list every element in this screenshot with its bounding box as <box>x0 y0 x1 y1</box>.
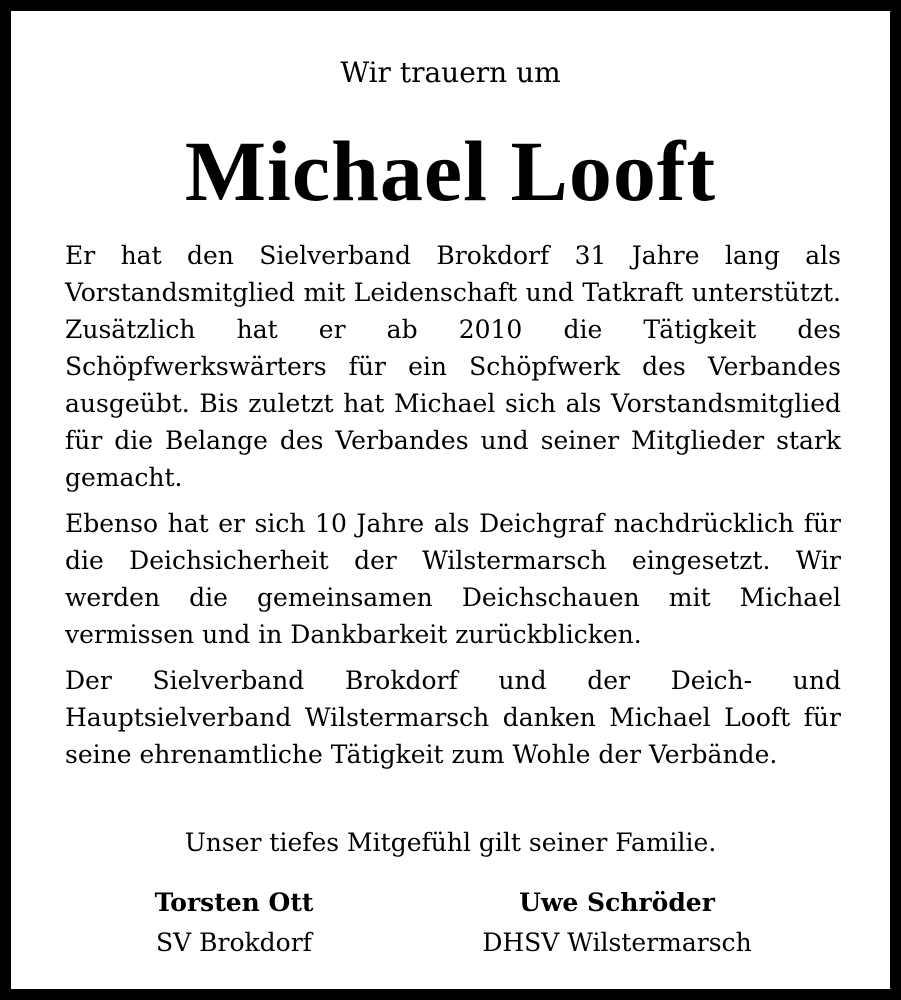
signatory-name: Uwe Schröder <box>519 888 715 917</box>
signatory-left <box>74 883 394 963</box>
notice-body <box>65 237 841 782</box>
paragraph-thanks: Der Sielverband Brokdorf und der Deich- und Hauptsielverband Wilstermarsch danken Michael Looft für seine ehrenamtliche Tätigkeit zum Wohle der Verbände. <box>65 666 841 769</box>
signatory-name: Torsten Ott <box>154 888 314 917</box>
signatory-organization: SV Brokdorf <box>156 928 312 957</box>
signatory-organization: DHSV Wilstermarsch <box>482 928 752 957</box>
paragraph-service: Er hat den Sielverband Brokdorf 31 Jahre lang als Vorstandsmitglied mit Leidenschaft und Tatkraft unterstützt. Zusätzlich hat er ab 2010 die Tätigkeit des Schöpfwerkswärters für ein Schöpfwerk des Verbandes ausgeübt. Bis zuletzt hat Michael sich als Vorstandsmitglied für die Belange des Verbandes und seiner Mitglieder stark gemacht. <box>65 241 841 492</box>
deceased-name: Michael Looft <box>184 123 717 219</box>
signatory-right <box>457 883 777 963</box>
intro-line: Wir trauern um <box>340 56 561 89</box>
paragraph-deichgraf: Ebenso hat er sich 10 Jahre als Deichgraf nachdrücklich für die Deichsicherheit der Wilstermarsch eingesetzt. Wir werden die gemeinsamen Deichschauen mit Michael vermissen und in Dankbarkeit zurückblicken. <box>65 509 841 649</box>
condolence-line: Unser tiefes Mitgefühl gilt seiner Familie. <box>184 828 717 857</box>
